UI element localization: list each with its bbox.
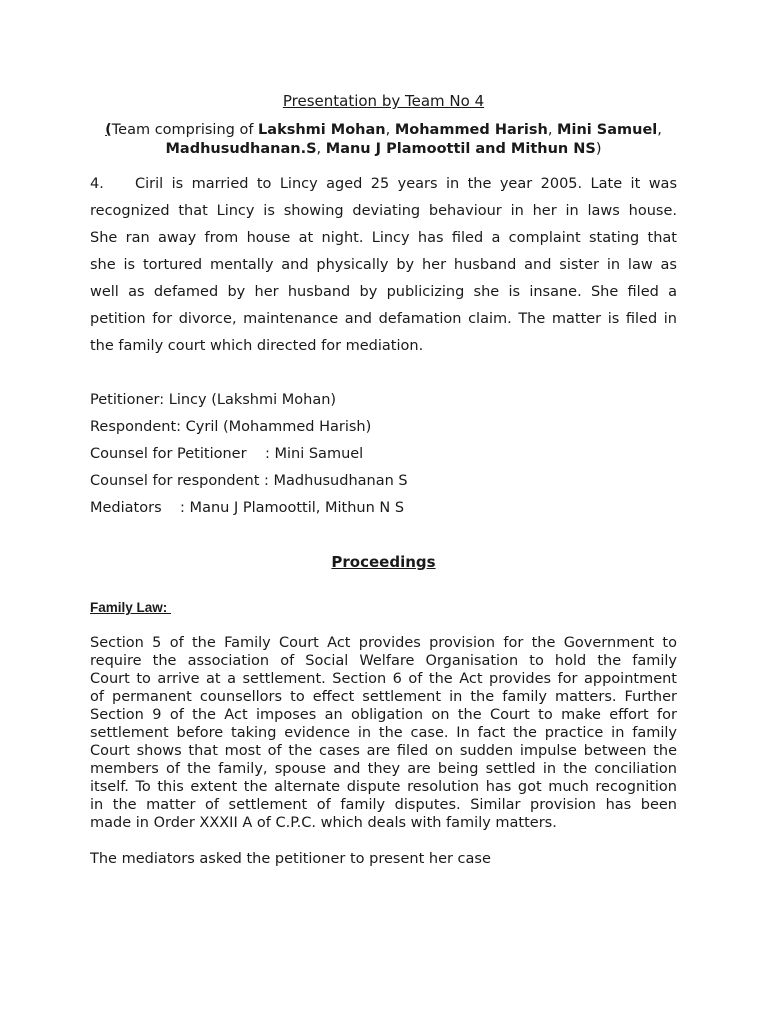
party-mediators: Mediators : Manu J Plamoottil, Mithun N S <box>90 500 405 516</box>
team-separator: , <box>385 122 395 138</box>
family-law-line: in the matter of settlement of family disputes. Similar provision has been <box>90 797 677 813</box>
proceedings-heading: Proceedings <box>331 553 436 571</box>
team-member: Mohammed Harish <box>394 122 548 138</box>
party-counsel-petitioner: Counsel for Petitioner : Mini Samuel <box>90 446 364 462</box>
closing-line: The mediators asked the petitioner to present her case <box>90 851 491 867</box>
family-law-line: require the association of Social Welfare Organisation to hold the family <box>90 653 677 669</box>
team-member: Madhusudhanan.S <box>165 141 317 157</box>
case-line: the family court which directed for mediation. <box>90 338 424 354</box>
family-law-paragraph <box>90 634 677 832</box>
team-member: Lakshmi Mohan <box>258 122 386 138</box>
team-composition <box>90 121 677 159</box>
party-petitioner: Petitioner: Lincy (Lakshmi Mohan) <box>90 392 337 408</box>
team-open-paren: ( <box>105 122 112 138</box>
case-line: 4. Ciril is married to Lincy aged 25 years in the year 2005. Late it was <box>90 171 677 198</box>
team-separator: , <box>316 141 326 157</box>
case-line: recognized that Lincy is showing deviating behaviour in her in laws house. <box>90 203 677 219</box>
family-law-line: of permanent counsellors to effect settlement in the family matters. Further <box>90 689 677 705</box>
case-line: petition for divorce, maintenance and defamation claim. The matter is filed in <box>90 311 677 327</box>
team-separator: , <box>657 122 662 138</box>
case-line: well as defamed by her husband by publicizing she is insane. She filed a <box>90 284 677 300</box>
parties-list <box>90 387 677 522</box>
team-separator: , <box>547 122 558 138</box>
family-law-line: members of the family, spouse and they are being settled in the conciliation <box>90 761 677 777</box>
team-member: Manu J Plamoottil and Mithun NS <box>325 141 596 157</box>
case-paragraph <box>90 171 677 360</box>
party-counsel-respondent: Counsel for respondent : Madhusudhanan S <box>90 473 408 489</box>
team-member: Mini Samuel <box>557 122 658 138</box>
document-title: Presentation by Team No 4 <box>282 92 485 110</box>
family-law-line: made in Order XXXII A of C.P.C. which deals with family matters. <box>90 815 557 831</box>
case-number: 4. <box>90 176 104 192</box>
case-line: she is tortured mentally and physically by her husband and sister in law as <box>90 257 677 273</box>
team-close-paren: ) <box>595 141 602 157</box>
party-respondent: Respondent: Cyril (Mohammed Harish) <box>90 419 372 435</box>
family-law-line: Section 9 of the Act imposes an obligation on the Court to make effort for <box>90 707 677 723</box>
family-law-line: Court to arrive at a settlement. Section 6 of the Act provides for appointment <box>90 671 677 687</box>
family-law-line: Section 5 of the Family Court Act provides provision for the Government to <box>90 635 677 651</box>
team-prefix: Team comprising of <box>111 122 259 138</box>
family-law-line: itself. To this extent the alternate dispute resolution has got much recognition <box>90 779 677 795</box>
family-law-heading: Family Law: <box>90 600 172 615</box>
case-line: She ran away from house at night. Lincy has filed a complaint stating that <box>90 230 677 246</box>
family-law-line: Court shows that most of the cases are filed on sudden impulse between the <box>90 743 677 759</box>
family-law-line: settlement before taking evidence in the case. In fact the practice in family <box>90 725 677 741</box>
